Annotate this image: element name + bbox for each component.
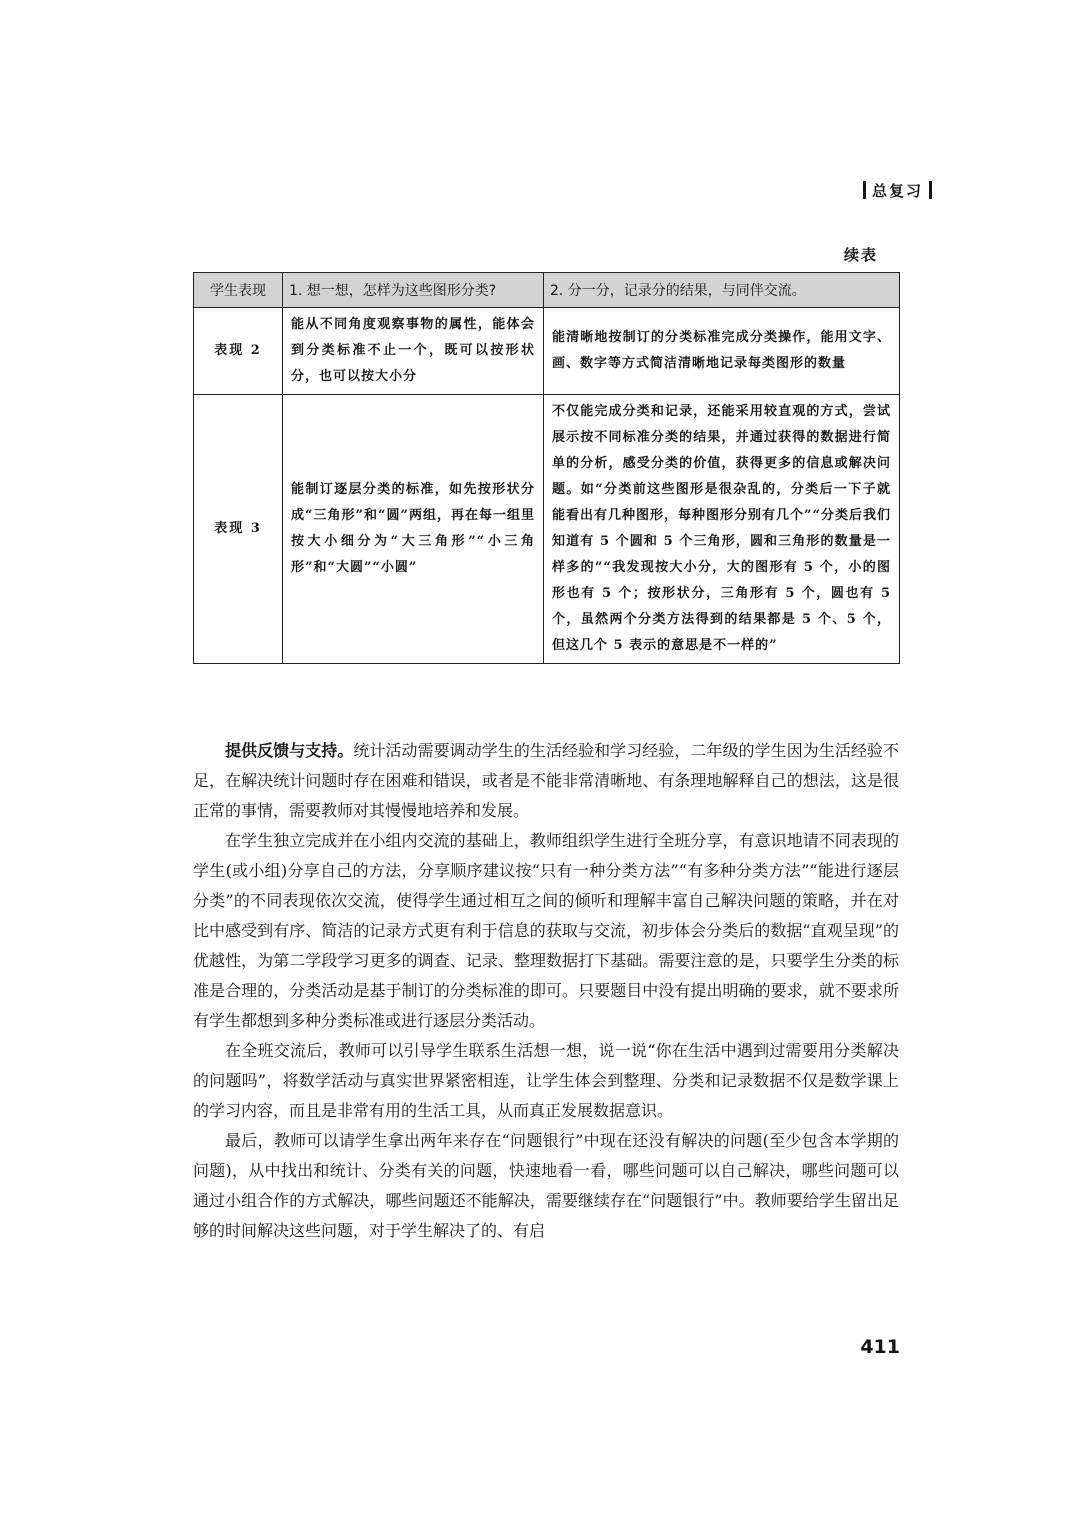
paragraph: 最后，教师可以请学生拿出两年来存在“问题银行”中现在还没有解决的问题(至少包含本学期的问题)，从中找出和统计、分类有关的问题，快速地看一看，哪些问题可以自己解决，哪些问题可以通过小组合作的方式解决，哪些问题还不能解决，需要继续存在“问题银行”中。教师要给学生留出足够的时间解决这些问题，对于学生解决了的、有启: [193, 1131, 899, 1240]
table-cell: 能制订逐层分类的标准，如先按形状分成“三角形”和“圆”两组，再在每一组里按大小细分为“大三角形”“小三角形”和“大圆”“小圆”: [283, 395, 544, 664]
body-text: [193, 736, 899, 1246]
header-left-rule: [863, 181, 866, 199]
column-header-task-1: 1. 想一想，怎样为这些图形分类?: [283, 273, 544, 308]
column-header-task-2: 2. 分一分，记录分的结果，与同伴交流。: [544, 273, 900, 308]
table-header-row: [194, 273, 900, 308]
page-number: 411: [860, 1336, 900, 1358]
column-header-performance: 学生表现: [194, 273, 283, 308]
paragraph: [193, 736, 899, 826]
running-header: [857, 180, 938, 201]
table-cell: 能清晰地按制订的分类标准完成分类操作，能用文字、画、数字等方式简洁清晰地记录每类图形的数量: [544, 308, 900, 395]
paragraph-heading: 提供反馈与支持。: [225, 741, 354, 760]
row-label-level-3: 表现 3: [194, 395, 283, 664]
section-title: 总复习: [871, 182, 923, 200]
assessment-table: [193, 272, 900, 664]
table-row: [194, 395, 900, 664]
header-right-rule: [929, 181, 932, 199]
row-label-level-2: 表现 2: [194, 308, 283, 395]
paragraph: 在学生独立完成并在小组内交流的基础上，教师组织学生进行全班分享，有意识地请不同表现的学生(或小组)分享自己的方法，分享顺序建议按“只有一种分类方法”“有多种分类方法”“能进行逐层分类”的不同表现依次交流，使得学生通过相互之间的倾听和理解丰富自己解决问题的策略，并在对比中感受到有序、简洁的记录方式更有利于信息的获取与交流，初步体会分类后的数据“直观呈现”的优越性，为第二学段学习更多的调查、记录、整理数据打下基础。需要注意的是，只要学生分类的标准是合理的，分类活动是基于制订的分类标准的即可。只要题目中没有提出明确的要求，就不要求所有学生都想到多种分类标准或进行逐层分类活动。: [193, 831, 899, 1030]
table-cell: 能从不同角度观察事物的属性，能体会到分类标准不止一个，既可以按形状分，也可以按大小分: [283, 308, 544, 395]
table-cell: 不仅能完成分类和记录，还能采用较直观的方式，尝试展示按不同标准分类的结果，并通过获得的数据进行简单的分析，感受分类的价值，获得更多的信息或解决问题。如“分类前这些图形是很杂乱的，分类后一下子就能看出有几种图形，每种图形分别有几个”“分类后我们知道有 5 个圆和 5 个三角形，圆和三角形的数量是一样多的”“我发现按大小分，大的图形有 5 个，小的图形也有 5 个；按形状分，三角形有 5 个，圆也有 5 个，虽然两个分类方法得到的结果都是 5 个、5 个，但这几个 5 表示的意思是不一样的”: [544, 395, 900, 664]
table-caption: 续表: [843, 246, 878, 264]
paragraph: 在全班交流后，教师可以引导学生联系生活想一想，说一说“你在生活中遇到过需要用分类解决的问题吗”，将数学活动与真实世界紧密相连，让学生体会到整理、分类和记录数据不仅是数学课上的学习内容，而且是非常有用的生活工具，从而真正发展数据意识。: [193, 1041, 899, 1120]
table-row: [194, 308, 900, 395]
paragraph-text: 统计活动需要调动学生的生活经验和学习经验，二年级的学生因为生活经验不足，在解决统计问题时存在困难和错误，或者是不能非常清晰地、有条理地解释自己的想法，这是很正常的事情，需要教师对其慢慢地培养和发展。: [193, 741, 899, 820]
